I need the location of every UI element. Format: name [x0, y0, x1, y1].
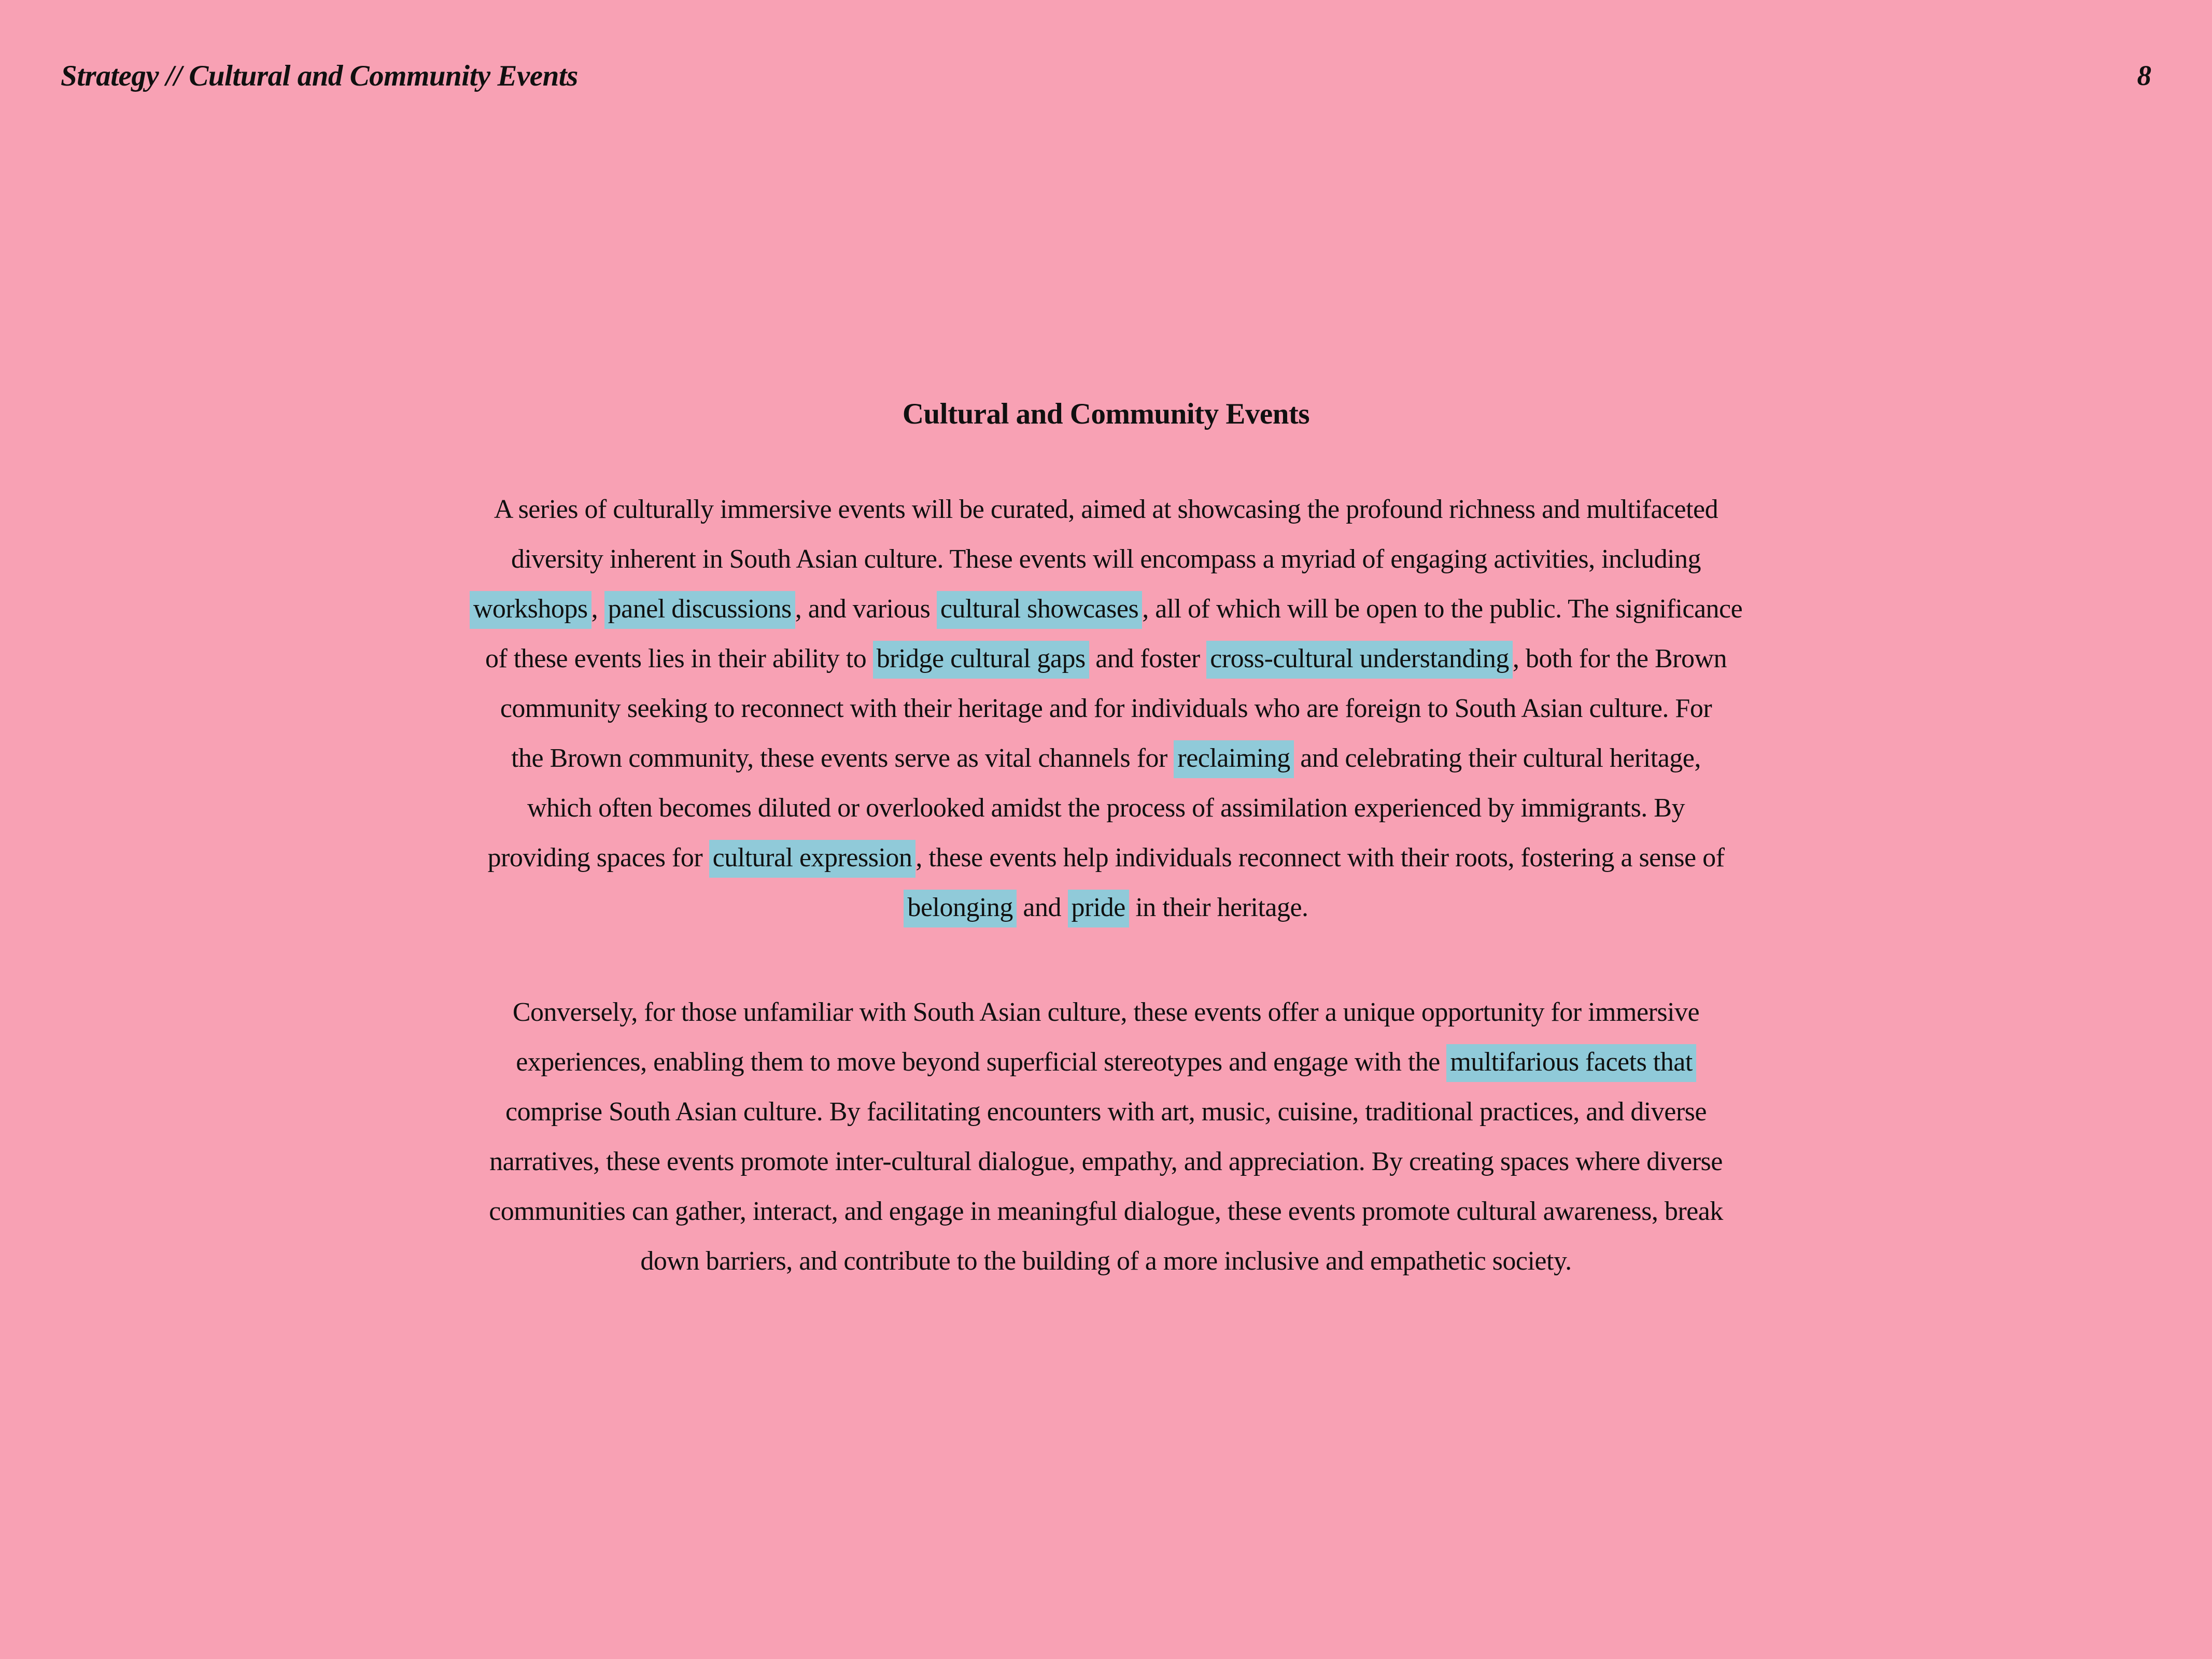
page-number: 8: [2137, 60, 2151, 91]
text-line: [318, 1137, 1894, 1187]
text-line: [318, 1236, 1894, 1286]
text-segment: experiences, enabling them to move beyond superficial stereotypes and engage with the: [516, 1047, 1447, 1077]
highlighted-text: bridge cultural gaps: [873, 641, 1089, 679]
text-segment: community seeking to reconnect with their heritage and for individuals who are foreign to South Asian culture. For: [500, 694, 1712, 723]
text-segment: the Brown community, these events serve as vital channels for: [511, 743, 1174, 773]
text-line: [318, 634, 1894, 684]
text-line: [318, 1087, 1894, 1137]
highlighted-text: reclaiming: [1174, 740, 1293, 778]
text-segment: Conversely, for those unfamiliar with South Asian culture, these events offer a unique opportunity for immersive: [512, 997, 1700, 1027]
text-line: [318, 988, 1894, 1037]
text-segment: , these events help individuals reconnect with their roots, fostering a sense of: [915, 843, 1725, 873]
text-segment: comprise South Asian culture. By facilitating encounters with art, music, cuisine, traditional practices, and diverse: [505, 1097, 1707, 1127]
highlighted-text: cultural showcases: [937, 591, 1142, 629]
text-segment: , all of which will be open to the public. The significance: [1142, 594, 1743, 624]
text-line: [318, 584, 1894, 634]
text-segment: narratives, these events promote inter-cultural dialogue, empathy, and appreciation. By creating spaces where diverse: [489, 1147, 1723, 1176]
text-line: [318, 783, 1894, 833]
text-segment: A series of culturally immersive events will be curated, aimed at showcasing the profound richness and multifaceted: [494, 495, 1718, 524]
text-line: [318, 1187, 1894, 1236]
highlighted-text: cultural expression: [709, 840, 916, 878]
highlighted-text: workshops: [470, 591, 591, 629]
text-segment: communities can gather, interact, and engage in meaningful dialogue, these events promote cultural awareness, break: [489, 1197, 1723, 1226]
text-line: [318, 485, 1894, 535]
text-line: [318, 883, 1894, 933]
highlighted-text: belonging: [904, 890, 1016, 927]
highlighted-text: multifarious facets that: [1446, 1044, 1696, 1082]
text-line: [318, 535, 1894, 584]
text-line: [318, 1037, 1894, 1087]
text-segment: and: [1016, 893, 1068, 922]
header-breadcrumb: Strategy // Cultural and Community Events: [61, 60, 578, 92]
page-title: Cultural and Community Events: [902, 398, 1310, 430]
paragraph-2: [318, 988, 1894, 1286]
paragraph-1: [318, 485, 1894, 933]
text-segment: ,: [591, 594, 604, 624]
content-area: [318, 396, 1894, 1286]
text-segment: in their heritage.: [1129, 893, 1308, 922]
text-segment: providing spaces for: [487, 843, 709, 873]
text-segment: , both for the Brown: [1512, 644, 1727, 673]
text-line: [318, 684, 1894, 734]
text-segment: which often becomes diluted or overlooked amidst the process of assimilation experienced by immigrants. By: [527, 793, 1685, 823]
highlighted-text: pride: [1068, 890, 1129, 927]
text-line: [318, 734, 1894, 783]
text-segment: and celebrating their cultural heritage,: [1293, 743, 1701, 773]
text-line: [318, 833, 1894, 883]
text-segment: and foster: [1089, 644, 1207, 673]
text-segment: diversity inherent in South Asian culture. These events will encompass a myriad of engaging activities, including: [511, 544, 1701, 574]
text-segment: of these events lies in their ability to: [485, 644, 873, 673]
text-segment: down barriers, and contribute to the building of a more inclusive and empathetic society.: [640, 1246, 1572, 1276]
highlighted-text: panel discussions: [604, 591, 795, 629]
text-segment: , and various: [795, 594, 937, 624]
highlighted-text: cross-cultural understanding: [1206, 641, 1513, 679]
